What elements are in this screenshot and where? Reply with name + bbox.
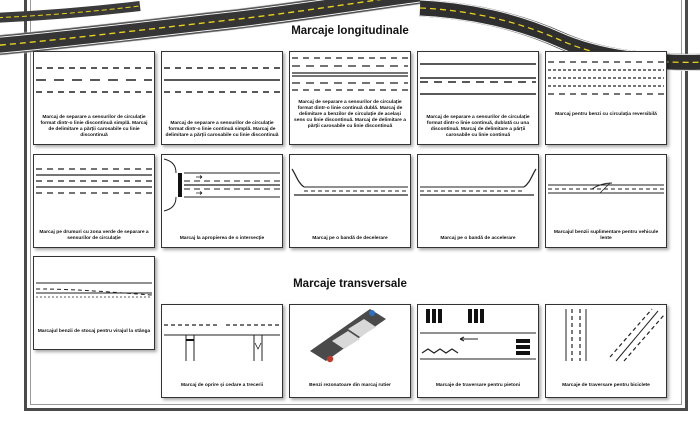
card-stop-and-yield <box>161 304 283 398</box>
card-bicycle-crossing <box>545 304 667 398</box>
card-double-solid-line <box>289 51 411 145</box>
card-caption: Marcaj de oprire și cedare a trecerii <box>180 383 264 388</box>
card-deceleration-lane <box>289 154 411 248</box>
deceleration-lane-diagram <box>290 155 410 247</box>
double-solid-line-diagram <box>290 52 410 144</box>
card-caption: Marcaje de traversare pentru pietoni <box>435 383 521 388</box>
acceleration-lane-diagram <box>418 155 538 247</box>
left-turn-storage-diagram <box>34 257 154 349</box>
longitudinal-section-title: Marcaje longitudinale <box>291 25 409 37</box>
card-reversible-lanes <box>545 51 667 145</box>
card-caption: Marcajul benzii suplimentare pentru vehicule lente <box>553 230 659 241</box>
card-caption: Marcaj de separare a sensurilor de circulație format dintr-o linie continuă, dublată cu una discontinuă. Marcaj de delimitare a părții carosabile cu linie continuă <box>426 115 530 138</box>
card-caption: Marcaj pe o bandă de accelerare <box>440 236 516 241</box>
card-rumble-strips <box>289 304 411 398</box>
transversal-section-title: Marcaje transversale <box>293 278 407 290</box>
card-broken-center-line <box>33 51 155 145</box>
card-caption: Marcaj la apropierea de o intersecție <box>179 236 265 241</box>
card-solid-center-line <box>161 51 283 145</box>
card-caption: Marcaj de separare a sensurilor de circulație format dintr-o linie continuă dublă. Marcaj de delimitare a benzilor de circulație de același sens cu linie discontinuă. Marcaj de delimitare a părții carosabile cu linie discontinuă <box>294 100 406 129</box>
card-caption: Marcaj pe drumuri cu zona verde de separare a sensurilor de circulație <box>39 230 149 241</box>
card-caption: Marcaj pentru benzi cu circulația reversibilă <box>555 112 657 117</box>
card-caption: Marcajul benzii de stocaj pentru virajul la stânga <box>37 329 151 334</box>
card-caption: Marcaj de separare a sensurilor de circulație format dintr-o linie discontinuă simplă. Marcaj de delimitare a părții carosabile cu linie discontinuă <box>40 115 148 138</box>
card-pedestrian-crossing <box>417 304 539 398</box>
card-intersection-approach <box>161 154 283 248</box>
card-solid-and-broken-line <box>417 51 539 145</box>
card-acceleration-lane <box>417 154 539 248</box>
card-left-turn-storage <box>33 256 155 350</box>
card-green-median <box>33 154 155 248</box>
card-caption: Marcaj pe o bandă de decelerare <box>312 236 388 241</box>
card-caption: Marcaj de separare a sensurilor de circulație format dintr-o linie continuă simplă. Marcaj de delimitare a părții carosabile cu linie discontinuă <box>165 121 279 138</box>
card-caption: Benzi rezonatoare din marcaj rutier <box>309 383 391 388</box>
card-caption: Marcaje de traversare pentru biciclete <box>562 383 650 388</box>
card-slow-vehicle-lane <box>545 154 667 248</box>
intersection-approach-diagram <box>162 155 282 247</box>
reversible-lanes-diagram <box>546 52 666 144</box>
